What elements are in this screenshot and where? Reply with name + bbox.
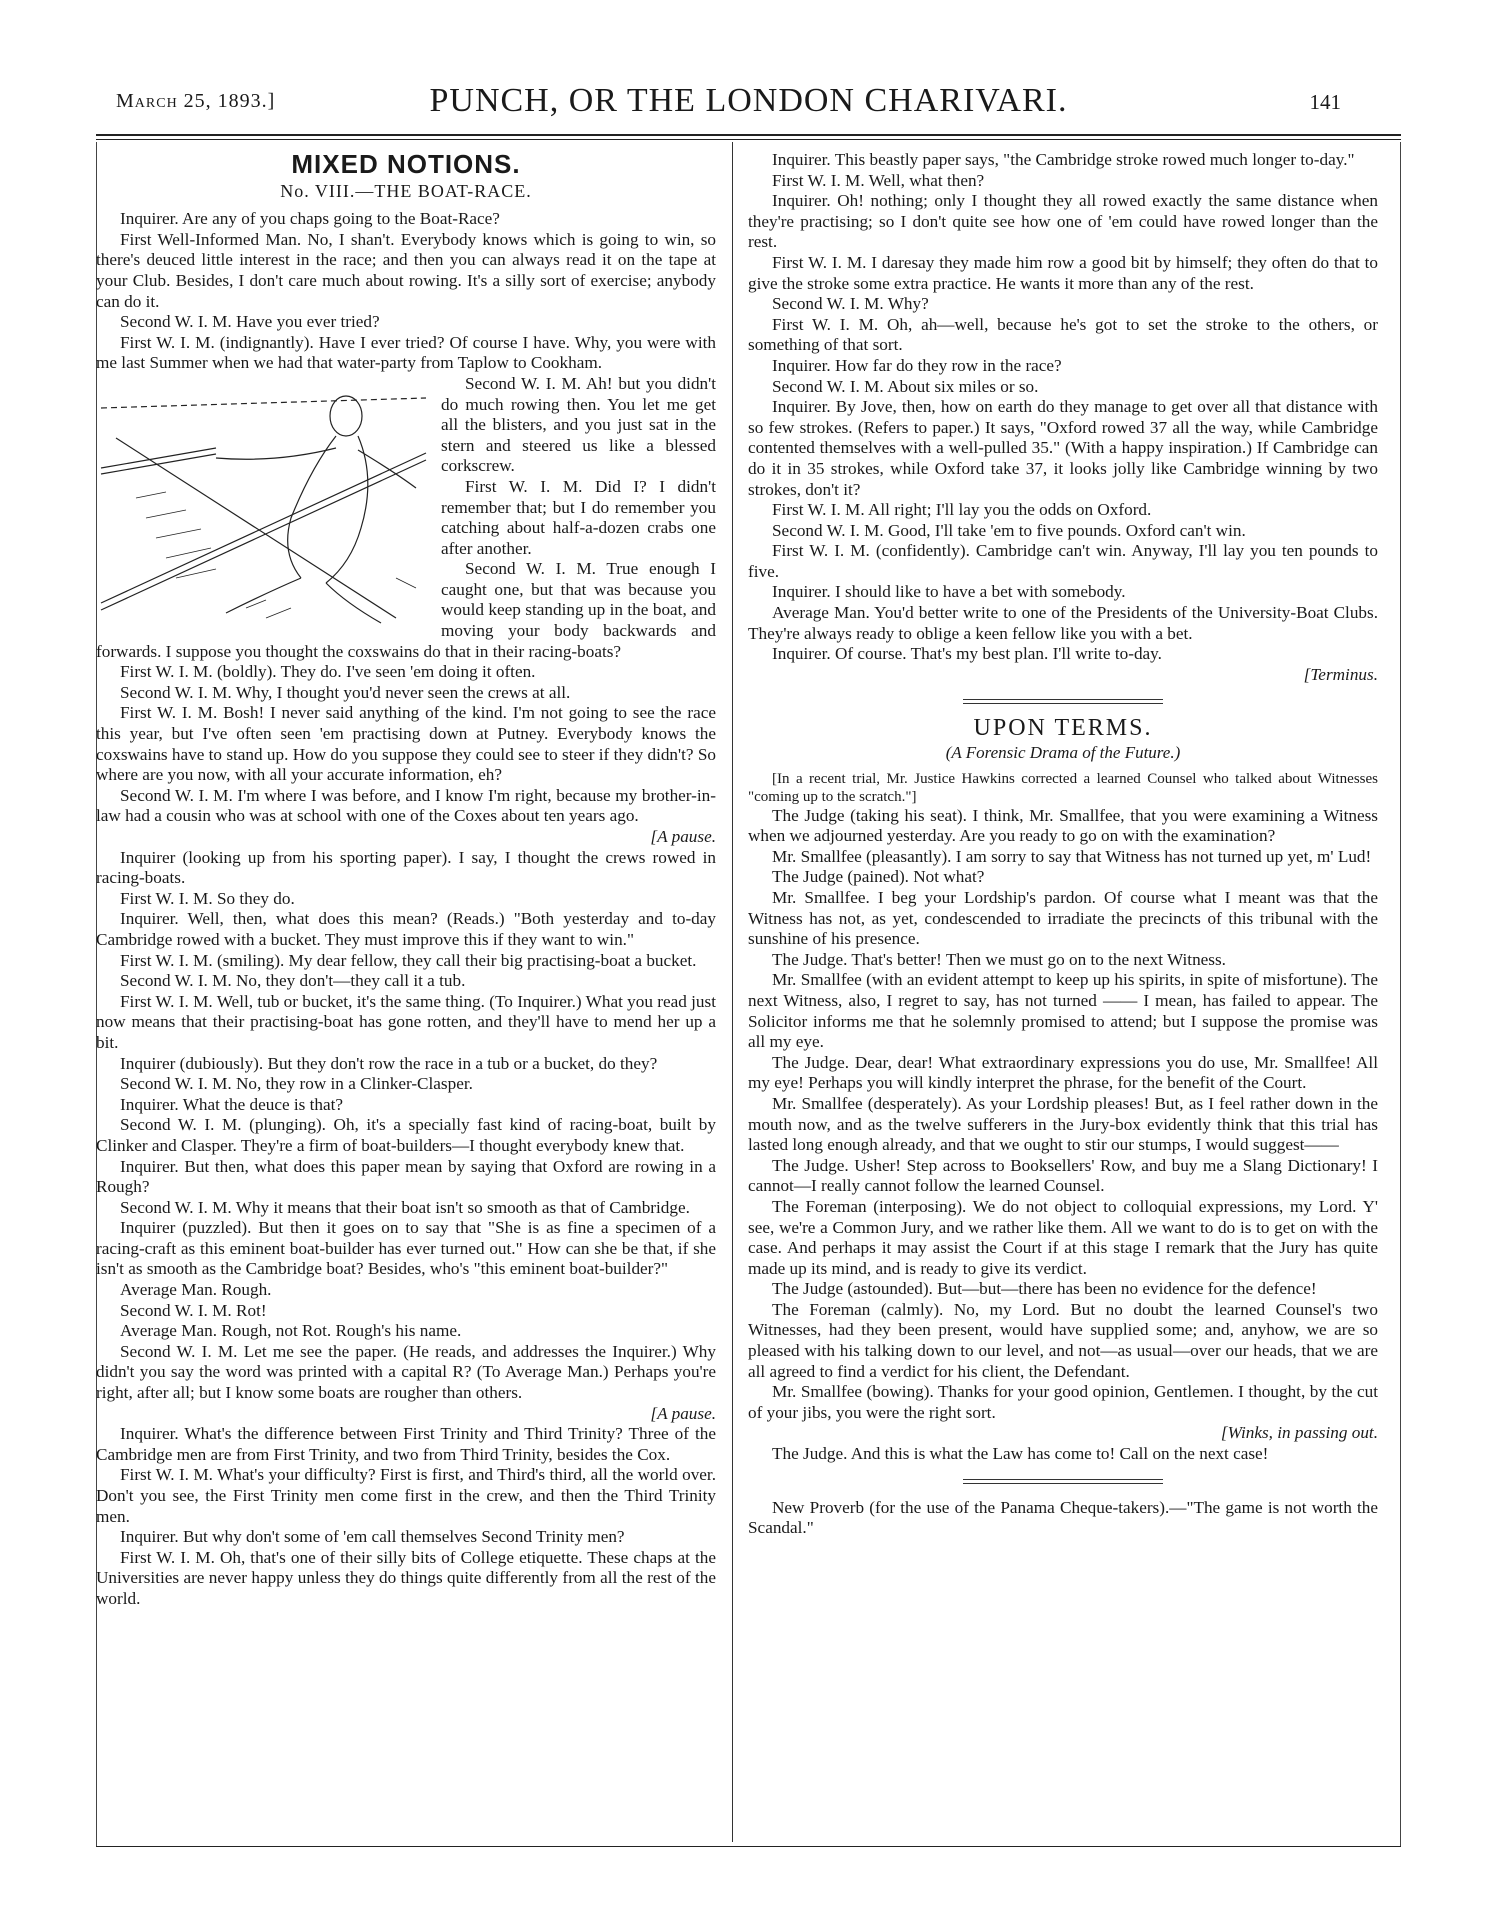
article-subtitle-2: (A Forensic Drama of the Future.) [945,743,1181,763]
paragraph: The Judge. Dear, dear! What extraordinary expressions you do use, Mr. Smallfee! All my eye! Perhaps you will kindly interpret the phrase, for the benefit of the Court. [748,1052,1378,1093]
oar-upper-edge [101,454,216,474]
paragraph: Second W. I. M. Why it means that their boat isn't so smooth as that of Cambridge. [120,1197,690,1217]
article-subtitle: No. VIII.—THE BOAT-RACE. [280,180,532,201]
stage-direction: [A pause. [650,827,716,846]
paragraph: Inquirer. Oh! nothing; only I thought they all rowed exactly the same distance when they're practising; so I don't quite see how one of 'em could have rowed longer than the rest. [748,191,1378,252]
masthead-rule [96,134,1401,136]
rower-front [326,436,368,583]
paragraph: Average Man. Rough. [120,1280,272,1300]
paragraph: Second W. I. M. No, they row in a Clinker-Clasper. [120,1074,473,1094]
paragraph: Second W. I. M. About six miles or so. [772,376,1039,396]
section-separator [963,699,1163,704]
masthead-rule-thin [96,139,1401,140]
paragraph: Second W. I. M. No, they don't—they call it a tub. [120,971,466,991]
paragraph: Mr. Smallfee (pleasantly). I am sorry to say that Witness has not turned up yet, m' Lud! [772,846,1372,866]
paragraph: Inquirer. This beastly paper says, "the Cambridge stroke rowed much longer to-day." [772,150,1355,169]
paragraph: Average Man. You'd better write to one of the Presidents of the University-Boat Clubs. They're always ready to oblige a keen fellow like you with a bet. [748,603,1378,643]
paragraph: Inquirer. I should like to have a bet with somebody. [772,582,1126,602]
paragraph: Inquirer. But then, what does this paper mean by saying that Oxford are rowing in a Rough? [96,1156,716,1197]
rower-engraving [96,378,431,633]
boat-line [116,438,396,618]
paragraph: Second W. I. M. Have you ever tried? [120,312,380,332]
paragraph: First W. I. M. Oh, that's one of their silly bits of College etiquette. These chaps at the Universities are never happy unless they do things quite differently from all the rest of the world. [96,1547,716,1608]
paragraph: Second W. I. M. I'm where I was before, and I know I'm right, because my brother-in-law had a cousin who was at school with one of the Coxes about ten years ago. [96,785,716,826]
hatching [136,492,216,578]
paragraph: The Foreman (interposing). We do not object to colloquial expressions, my Lord. Y' see, we're a Common Jury, and we rather like them. All we want to do is to get on with the case. And perhaps it may assist the Court if at this stage I remark that the Jury has quite made up its mind, and is ready to give its verdict. [748,1196,1378,1278]
issue-date: March 25, 1893.] [116,90,276,112]
horizon-line [101,398,426,408]
paragraph: First W. I. M. Bosh! I never said anything of the kind. I'm not going to see the race this year, but I've often seen 'em practising down at Putney. Everybody knows the coxswains have to stand up. How do you suppose they could see to steer if they didn't? So where are you now, with all your accurate information, eh? [96,703,716,785]
paragraph: The Judge. That's better! Then we must go on to the next Witness. [772,949,1226,969]
paragraph: First W. I. M. Well, what then? [772,170,985,190]
column-divider [732,142,733,1842]
paragraph: Mr. Smallfee (with an evident attempt to keep up his spirits, in spite of misfortune). The next Witness, also, I regret to say, has not turned —— I mean, has failed to appear. The Solicitor informs me that he solemnly promised to attend; but I suppose the promise was all my eye. [748,970,1378,1052]
editorial-note: [In a recent trial, Mr. Justice Hawkins corrected a learned Counsel who talked about Witnesses "coming up to the scratch."] [748,770,1378,805]
paragraph: Inquirer. What the deuce is that? [120,1094,344,1114]
frame-right-rule [1400,142,1401,1846]
paragraph: First W. I. M. All right; I'll lay you the odds on Oxford. [772,500,1152,520]
right-column [748,150,1378,1539]
article-title: MIXED NOTIONS. [291,149,521,179]
terminus-mark: [Terminus. [1303,664,1378,684]
paragraph: Second W. I. M. True enough I caught one, but that was because you would keep standing up in the boat, and moving your body backwards and forwards. I suppose you thought the coxswains do that in their racing-boats? [96,559,716,661]
paragraph: Second W. I. M. Why, I thought you'd never seen the crews at all. [120,682,571,702]
paragraph: First W. I. M. Oh, ah—well, because he's got to set the stroke to the others, or something of that sort. [748,314,1378,355]
paragraph: The Foreman (calmly). No, my Lord. But no doubt the learned Counsel's two Witnesses, had they been present, would have supplied some; and, anyhow, we are so pleased with his talking down to our level, and not—as usual—over our heads, that we are all agreed to find a verdict for his client, the Defendant. [748,1299,1378,1381]
paragraph: First W. I. M. (smiling). My dear fellow, they call their big practising-boat a bucket. [120,950,697,970]
paragraph: First W. I. M. Well, tub or bucket, it's the same thing. (To Inquirer.) What you read just now means that their practising-boat has gone rotten, and they'll have to mend her up a bit. [96,991,716,1052]
page-bottom-rule [96,1846,1401,1847]
paragraph: The Judge. And this is what the Law has come to! Call on the next case! [772,1444,1269,1464]
stage-direction: [A pause. [650,1403,716,1423]
paragraph: Inquirer (looking up from his sporting paper). I say, I thought the crews rowed in racing-boats. [96,847,716,888]
paragraph: The Judge (taking his seat). I think, Mr. Smallfee, that you were examining a Witness when we adjourned yesterday. Are you ready to go on with the examination? [748,805,1378,846]
paragraph: Second W. I. M. Why? [772,294,929,314]
paragraph: Second W. I. M. (plunging). Oh, it's a specially fast kind of racing-boat, built by Clinker and Clasper. They're a firm of boat-builders—I thought everybody knew that. [96,1115,716,1155]
hatching-2 [246,578,416,618]
section-separator-2 [963,1479,1163,1484]
paragraph: Inquirer. Are any of you chaps going to the Boat-Race? [120,209,500,229]
paragraph: Mr. Smallfee (desperately). As your Lordship pleases! But, as I feel rather down in the mouth now, and as the twelve sufferers in the Jury-box evidently think that this trial has lasted long enough already, and that we ought to stir our stumps, I would suggest—— [748,1093,1378,1155]
paragraph: Second W. I. M. Ah! but you didn't do much rowing then. You let me get all the blisters, and you just sat in the stern and steered us like a blessed corkscrew. [441,373,716,476]
paragraph: The Judge (astounded). But—but—there has been no evidence for the defence! [772,1279,1317,1299]
paragraph: First W. I. M. So they do. [120,888,295,908]
paragraph: Second W. I. M. Good, I'll take 'em to five pounds. Oxford can't win. [772,520,1246,540]
paragraph: Inquirer. Well, then, what does this mean? (Reads.) "Both yesterday and to-day Cambridge rowed with a bucket. They must improve this if they want to win." [96,909,716,949]
newspaper-page [96,54,1401,1844]
paragraph: Inquirer. By Jove, then, how on earth do they manage to get over all that distance with so few strokes. (Refers to paper.) It says, "Oxford rowed 37 all the way, while Cambridge contented themselves with a well-pulled 35." (With a happy inspiration.) If Cambridge can do it in 35 strokes, while Oxford take 37, it looks jolly like Cambridge winning by two strokes, don't it? [748,397,1378,499]
paragraph: Average Man. Rough, not Rot. Rough's his name. [120,1321,462,1341]
paragraph: Inquirer. How far do they row in the race? [772,355,1062,375]
stage-direction: [Winks, in passing out. [1220,1423,1378,1443]
paragraph: The Judge. Usher! Step across to Booksellers' Row, and buy me a Slang Dictionary! I cannot—I really cannot follow the learned Counsel. [748,1155,1378,1196]
paragraph: Inquirer. But why don't some of 'em call themselves Second Trinity men? [120,1527,625,1547]
rower-leg [226,578,301,613]
paragraph: Inquirer (puzzled). But then it goes on to say that "She is as fine a specimen of a racing-craft as this eminent boat-builder has ever turned out." How can she be that, if she isn't as smooth as the Cambridge boat? Besides, who's "this eminent boat-builder?" [96,1218,716,1279]
paragraph: First Well-Informed Man. No, I shan't. Everybody knows which is going to win, so there's deuced little interest in the race; and then you can always read it on the tape at your Club. Besides, I don't care much about rowing. It's a silly sort of exercise; anybody can do it. [96,229,716,311]
paragraph: First W. I. M. (indignantly). Have I ever tried? Of course I have. Why, you were with me last Summer when we had that water-party from Taplow to Cookham. [96,332,716,373]
publication-title: PUNCH, OR THE LONDON CHARIVARI. [429,82,1068,119]
oar-lower-edge [101,460,426,610]
page-number: 141 [1309,90,1341,114]
paragraph: Inquirer. Of course. That's my best plan. I'll write to-day. [772,644,1162,664]
paragraph: Second W. I. M. Rot! [120,1300,267,1320]
left-column [96,150,716,1610]
paragraph: Mr. Smallfee. I beg your Lordship's pardon. Of course what I meant was that the Witness has not, as yet, condescended to irradiate the precincts of this tribunal with the sunshine of his presence. [748,888,1378,949]
paragraph: First W. I. M. What's your difficulty? First is first, and Third's third, all the world over. Don't you see, the First Trinity men come first in the crew, and then the Third Trinity men. [96,1465,716,1526]
paragraph: Inquirer (dubiously). But they don't row the race in a tub or a bucket, do they? [120,1053,658,1073]
paragraph: First W. I. M. Did I? I didn't remember that; but I do remember you catching about half-a-dozen crabs one after another. [441,476,716,558]
paragraph: Second W. I. M. Let me see the paper. (He reads, and addresses the Inquirer.) Why didn't you say the word was printed with a capital R? (To Average Man.) Perhaps you're right, after all; but I know some boats are rougher than others. [96,1341,716,1403]
paragraph: First W. I. M. I daresay they made him row a good bit by himself; they often do that to give the stroke some extra practice. He wants it more than any of the rest. [748,252,1378,293]
rower-head [330,396,362,436]
rower-back [288,436,336,578]
oar-lower [101,453,426,603]
paragraph: Inquirer. What's the difference between First Trinity and Third Trinity? Three of the Cambridge men are from First Trinity, and two from Third Trinity, besides the Cox. [96,1424,716,1464]
paragraph: Mr. Smallfee (bowing). Thanks for your good opinion, Gentlemen. I thought, by the cut of your jibs, you were the right sort. [748,1382,1378,1422]
rower-arm-left [216,448,336,459]
article-title-2: UPON TERMS. [973,715,1153,742]
proverb: New Proverb (for the use of the Panama Cheque-takers).—"The game is not worth the Scandal." [748,1497,1378,1538]
paragraph: The Judge (pained). Not what? [772,867,985,887]
masthead [96,72,1401,132]
rower-illustration [96,378,431,633]
paragraph: First W. I. M. (boldly). They do. I've seen 'em doing it often. [120,662,536,682]
paragraph: First W. I. M. (confidently). Cambridge can't win. Anyway, I'll lay you ten pounds to five. [748,541,1378,581]
